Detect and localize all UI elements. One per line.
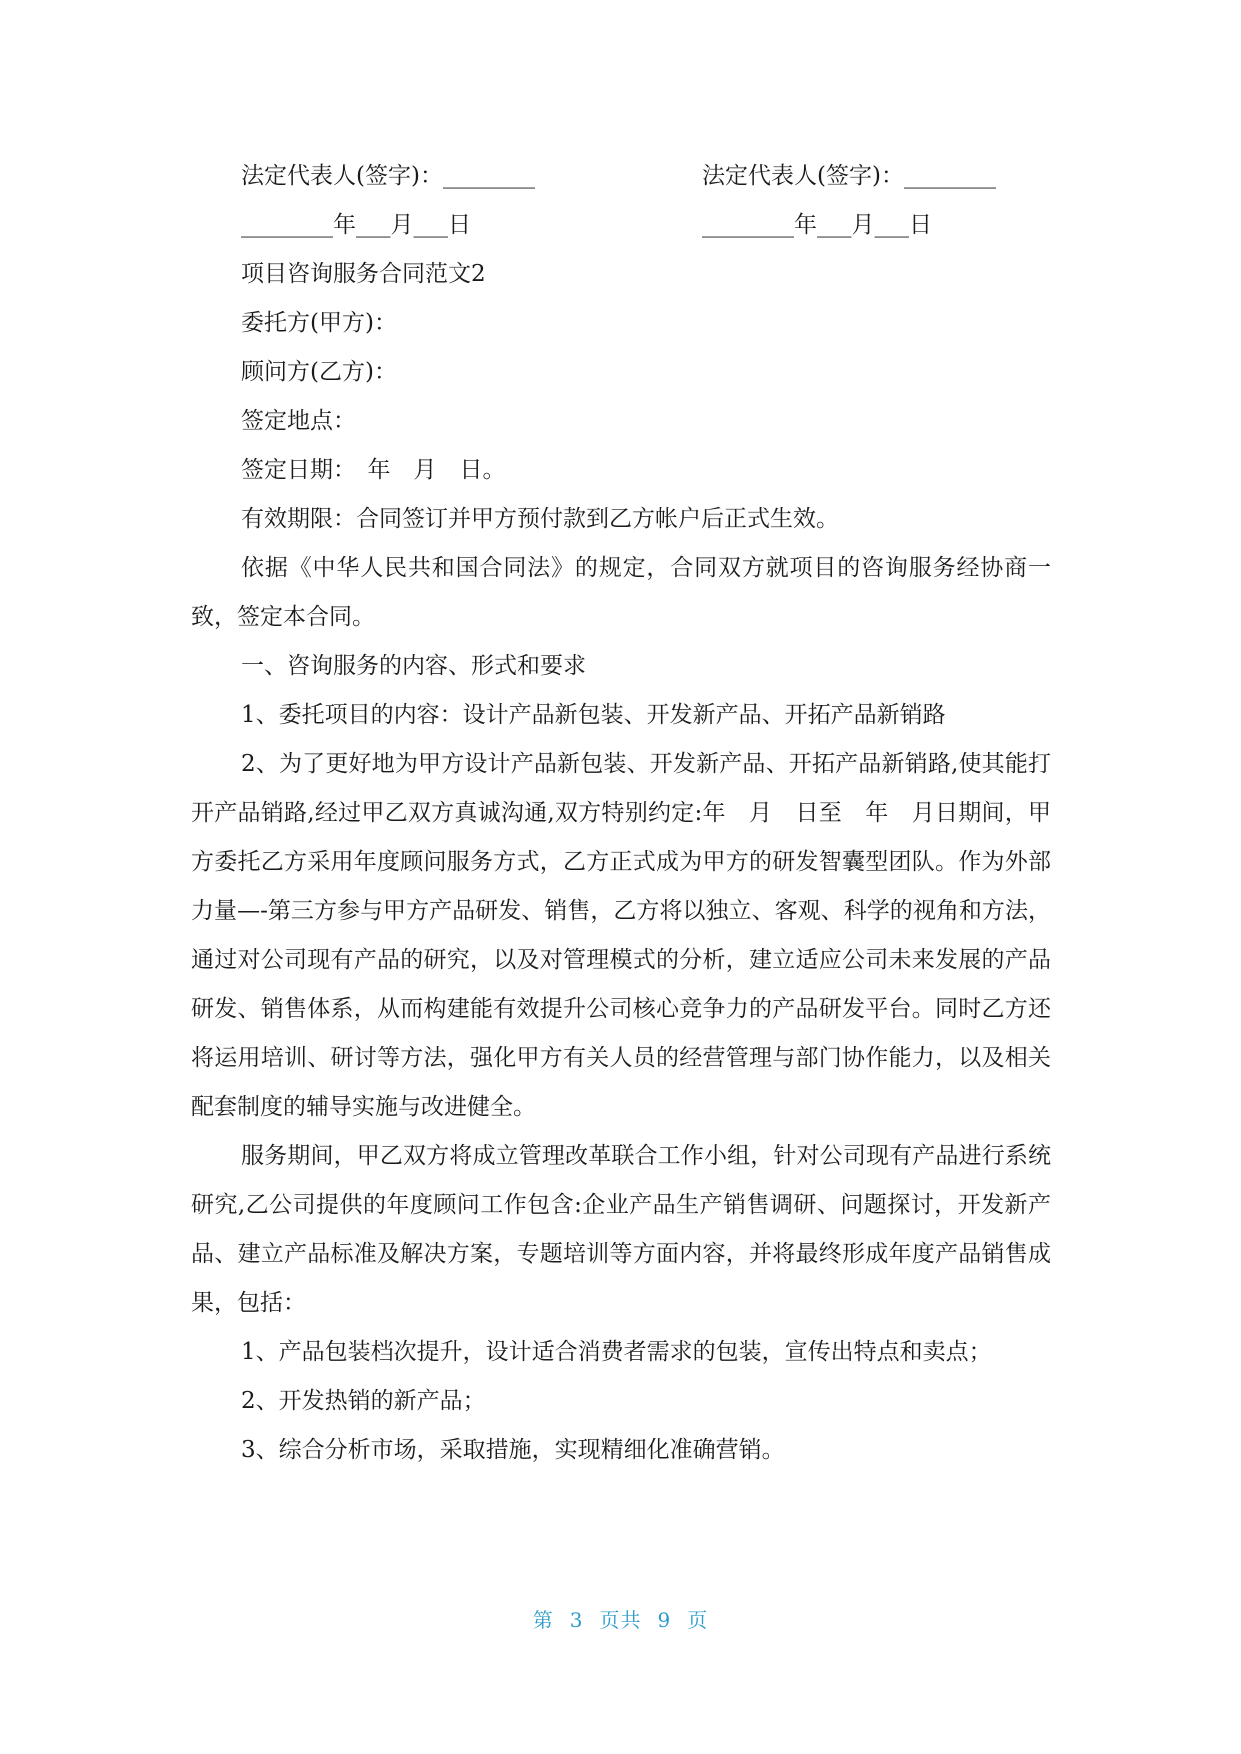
footer-middle: 页共: [599, 1608, 642, 1632]
service-period-paragraph: 服务期间，甲乙双方将成立管理改革联合工作小组，针对公司现有产品进行系统研究,乙公司提供的年度顾问工作包含:企业产品生产销售调研、问题探讨，开发新产品、建立产品标准及解决方案，专题培训等方面内容，并将最终形成年度产品销售成果，包括：: [191, 1143, 1051, 1316]
footer-suffix: 页: [687, 1608, 709, 1632]
clause-1: 1、委托项目的内容：设计产品新包装、开发新产品、开拓产品新销路: [241, 702, 946, 728]
page-footer: [0, 1604, 1241, 1633]
deliverable-2: 2、开发热销的新产品；: [241, 1388, 486, 1414]
signature-date-row: [191, 201, 1051, 250]
signing-date-line: 签定日期： 年 月 日。: [241, 457, 506, 483]
footer-total-pages: 9: [657, 1608, 672, 1632]
deliverable-3: 3、综合分析市场，采取措施，实现精细化准确营销。: [241, 1437, 785, 1463]
footer-current-page: 3: [569, 1608, 584, 1632]
party-a-representative-signature: 法定代表人(签字)：________: [241, 163, 535, 189]
deliverable-1: 1、产品包装档次提升，设计适合消费者需求的包装，宣传出特点和卖点；: [241, 1339, 992, 1365]
validity-period-line: 有效期限：合同签订并甲方预付款到乙方帐户后正式生效。: [241, 506, 839, 532]
party-a-signature-date: ________年___月___日: [241, 212, 471, 238]
party-b-signature-date: ________年___月___日: [702, 212, 932, 238]
signing-place-line: 签定地点：: [241, 408, 356, 434]
contract-title: 项目咨询服务合同范文2: [241, 261, 486, 287]
party-b-representative-signature: 法定代表人(签字)：________: [702, 163, 996, 189]
document-body: [191, 152, 1051, 1475]
footer-prefix: 第: [532, 1608, 554, 1632]
client-party-line: 委托方(甲方)：: [241, 310, 397, 336]
consultant-party-line: 顾问方(乙方)：: [241, 359, 397, 385]
signature-rep-row: [191, 152, 1051, 201]
clause-2: 2、为了更好地为甲方设计产品新包装、开发新产品、开拓产品新销路,使其能打开产品销路,经过甲乙双方真诚沟通,双方特别约定:年 月 日至 年 月日期间，甲方委托乙方采用年度顾问服务方式，乙方正式成为甲方的研发智囊型团队。作为外部力量—-第三方参与甲方产品研发、销售，乙方将以独立、客观、科学的视角和方法，通过对公司现有产品的研究，以及对管理模式的分析，建立适应公司未来发展的产品研发、销售体系，从而构建能有效提升公司核心竞争力的产品研发平台。同时乙方还将运用培训、研讨等方法，强化甲方有关人员的经营管理与部门协作能力，以及相关配套制度的辅导实施与改进健全。: [191, 751, 1051, 1120]
legal-basis-paragraph: 依据《中华人民共和国合同法》的规定，合同双方就项目的咨询服务经协商一致，签定本合同。: [191, 555, 1051, 630]
section-heading-1: 一、咨询服务的内容、形式和要求: [241, 653, 586, 679]
